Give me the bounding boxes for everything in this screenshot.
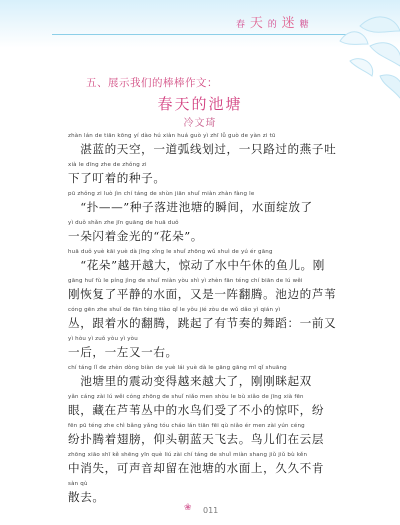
text-line: 散去。 <box>68 490 105 504</box>
essay-line <box>68 394 350 423</box>
pinyin-line: zhàn lán de tiān kōng yí dào hú xiàn huá guò yì zhī lǚ guò de yàn zi tū <box>68 133 276 139</box>
pinyin-line: gāng huī fù le píng jìng de shuǐ miàn yòu shì yì zhèn fān téng chí biān de lú wěi <box>68 278 303 284</box>
essay-line <box>68 278 350 307</box>
essay-line <box>68 249 350 278</box>
pinyin-line: pū zhǒng zi luò jìn chí táng de shùn jiān shuǐ miàn zhàn fàng le <box>68 191 255 197</box>
footer-flower-icon: ❀ <box>184 503 192 513</box>
text-line: 湛蓝的天空，一道弧线划过，一只路过的燕子吐 <box>68 142 337 156</box>
essay-line <box>68 336 350 365</box>
section-heading: 五、展示我们的棒棒作文： <box>86 77 218 89</box>
header-title-char-2: 天 <box>249 16 264 31</box>
pinyin-line: zhōng xiāo shī kě shēng yīn què liú zài chí táng de shuǐ miàn shang jiǔ jiǔ bù kěn <box>68 452 308 458</box>
essay-line <box>68 162 350 191</box>
text-line: 纷扑腾着翅膀，仰头朝蓝天飞去。鸟儿们在云层 <box>68 432 325 446</box>
essay-line <box>68 307 350 336</box>
page-number: 011 <box>203 506 219 515</box>
essay-line <box>68 133 350 162</box>
text-line: 刚恢复了平静的水面，又是一阵翻腾。池边的芦苇 <box>68 287 337 301</box>
essay-line <box>68 191 350 220</box>
pinyin-line: yì duǒ shǎn zhe jīn guāng de huā duǒ <box>68 220 179 226</box>
header-title <box>236 12 310 31</box>
essay-line <box>68 423 350 452</box>
essay-author: 冷文琦 <box>183 118 217 129</box>
pinyin-line: huā duǒ yuè kāi yuè dà jīng xǐng le shuǐ zhōng wǔ shuì de yú ér gāng <box>68 249 273 255</box>
pinyin-line: yǎn cáng zài lú wěi cóng zhōng de shuǐ niǎo men shòu le bù xiǎo de jīng xià fēn <box>68 394 304 400</box>
header-title-char-4: 迷 <box>281 16 296 31</box>
text-line: 中消失，可声音却留在池塘的水面上，久久不肯 <box>68 461 325 475</box>
text-line: “扑——”种子落进池塘的瞬间，水面绽放了 <box>68 200 313 214</box>
essay-body <box>68 133 350 510</box>
text-line: “花朵”越开越大，惊动了水中午休的鱼儿。刚 <box>68 258 325 272</box>
text-line: 下了叮着的种子。 <box>68 171 166 185</box>
text-line: 一后，一左又一右。 <box>68 345 178 359</box>
essay-line <box>68 365 350 394</box>
pinyin-line: sàn qù <box>68 481 88 487</box>
essay-line <box>68 220 350 249</box>
pinyin-line: xià le dīng zhe de zhǒng zi <box>68 162 147 168</box>
text-line: 一朵闪着金光的“花朵”。 <box>68 229 203 243</box>
header-title-char-1: 春 <box>236 20 247 30</box>
text-line: 池塘里的震动变得越来越大了，刚刚眯起双 <box>68 374 312 388</box>
essay-title: 春天的池塘 <box>157 95 243 113</box>
pinyin-line: yì hòu yì zuǒ yòu yì yòu <box>68 336 138 342</box>
pinyin-line: chí táng lǐ de zhèn dòng biàn de yuè lái yuè dà le gāng gāng mī qǐ shuāng <box>68 365 287 371</box>
header-title-char-5: 糖 <box>299 20 310 30</box>
header-title-char-3: 的 <box>267 20 278 30</box>
essay-line <box>68 452 350 481</box>
text-line: 丛，跟着水的翻腾，跳起了有节奏的舞蹈：一前又 <box>68 316 337 330</box>
text-line: 眼，藏在芦苇丛中的水鸟们受了不小的惊吓，纷 <box>68 403 325 417</box>
pinyin-line: fēn pū téng zhe chì bǎng yǎng tóu cháo lán tiān fēi qù niǎo ér men zài yún céng <box>68 423 305 429</box>
pinyin-line: cóng gēn zhe shuǐ de fān téng tiào qǐ le yǒu jié zòu de wǔ dǎo yì qián yì <box>68 307 281 313</box>
